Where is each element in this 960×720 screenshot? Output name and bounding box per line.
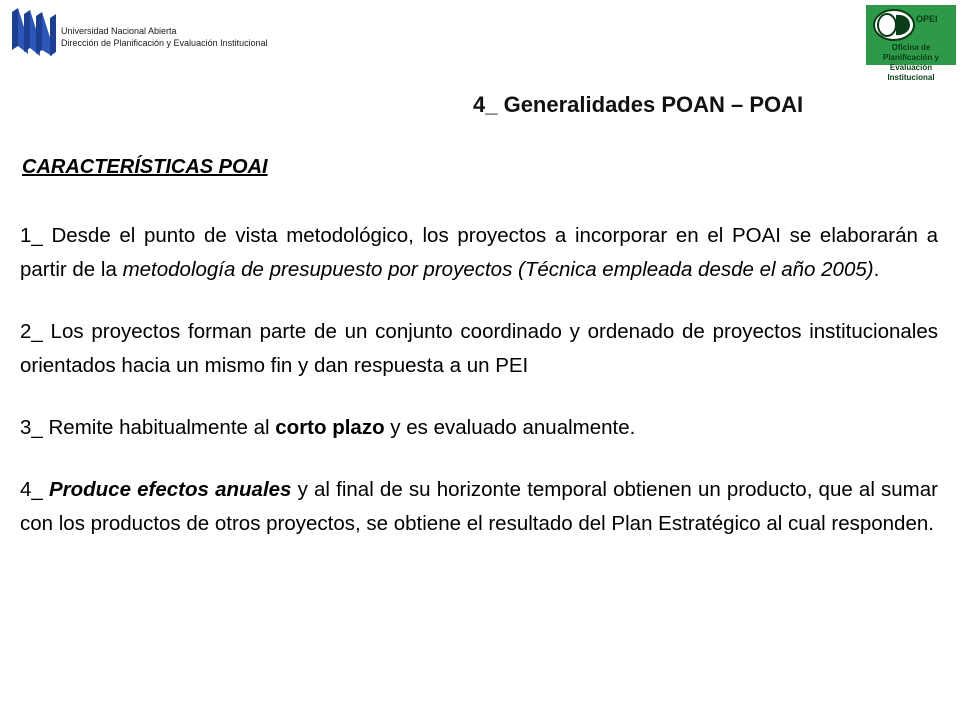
- institution-name: Universidad Nacional Abierta: [61, 26, 177, 36]
- item-text: 1_ Desde el punto de vista metodológico, los proyectos a incorporar en el POAI se elaborarán a partir de la: [20, 224, 938, 281]
- item-text: 4_: [20, 478, 49, 501]
- list-item: [20, 219, 938, 287]
- item-emphasis: metodología de presupuesto por proyectos (Técnica empleada desde el año 2005): [122, 258, 874, 281]
- list-item: [20, 473, 938, 541]
- slide-title: 4_ Generalidades POAN – POAI: [473, 92, 804, 117]
- item-strong-emphasis: Produce efectos anuales: [48, 478, 292, 501]
- item-text: y es evaluado anualmente.: [384, 416, 636, 439]
- list-item: [20, 315, 938, 383]
- opei-abbreviation: OPEI: [916, 14, 938, 24]
- opei-name-line2: Evaluación Institucional: [887, 63, 935, 82]
- item-text: y al final de su horizonte temporal obtienen un producto, que al sumar con los productos de otros proyectos, se obtiene el resultado del Plan Estratégico al cual responden.: [20, 478, 938, 535]
- opei-logo-icon: [866, 5, 956, 82]
- list-item: [20, 411, 938, 445]
- section-heading: CARACTERÍSTICAS POAI: [22, 156, 268, 178]
- opei-name-line1: Oficina de Planificación y: [882, 43, 940, 62]
- item-text: 2_ Los proyectos forman parte de un conjunto coordinado y ordenado de proyectos institucionales orientados hacia un mismo fin y dan respuesta a un PEI: [20, 320, 938, 377]
- institution-department: Dirección de Planificación y Evaluación Institucional: [61, 38, 268, 48]
- characteristics-list: [20, 219, 938, 541]
- opei-name: [866, 43, 956, 83]
- una-logo-icon: [10, 6, 60, 58]
- item-strong: corto plazo: [275, 416, 385, 439]
- institution-text: [61, 25, 268, 49]
- item-text: 3_ Remite habitualmente al: [20, 416, 276, 439]
- item-text: .: [873, 258, 880, 281]
